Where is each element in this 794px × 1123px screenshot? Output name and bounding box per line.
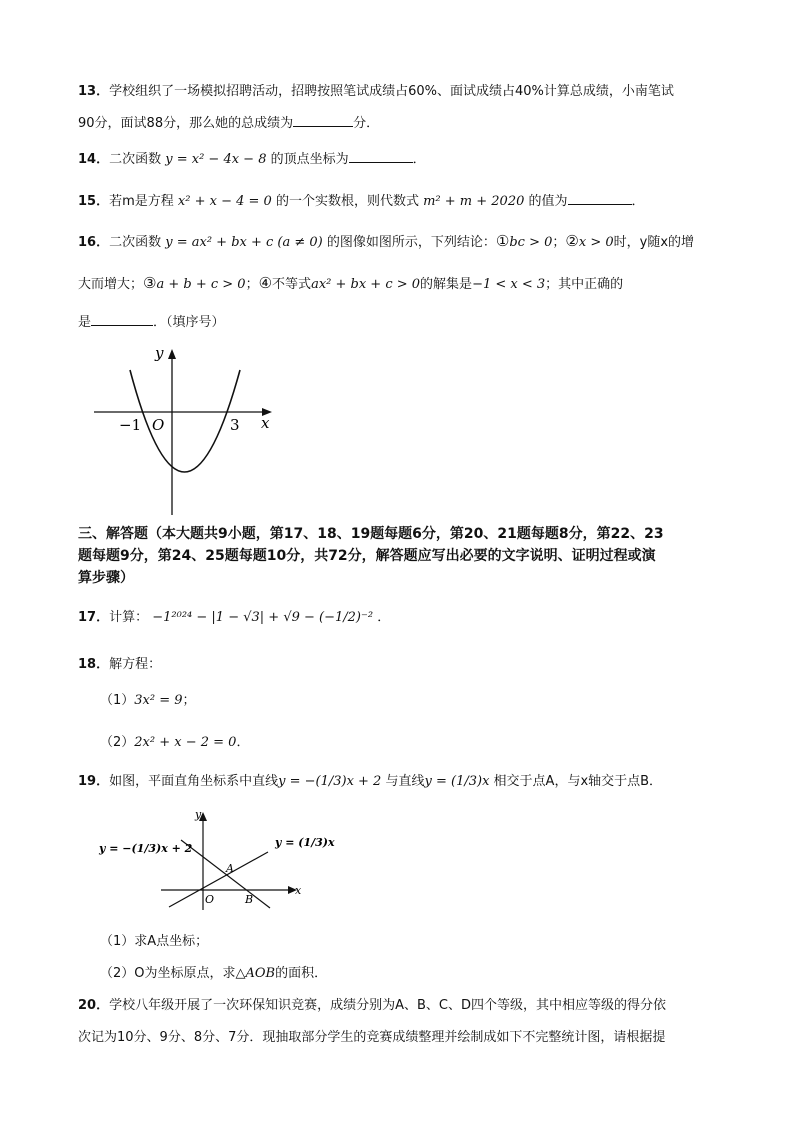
q19-mid: 与直线: [385, 774, 425, 789]
q19-line: [78, 772, 662, 792]
q18-part1-equation: 3x² = 9: [134, 693, 183, 708]
q19-line1-eq: y = −(1/3)x + 2: [278, 774, 382, 789]
q16-line3-pre: 是: [78, 315, 92, 330]
q16-c4-expr: ax² + bx + c > 0: [311, 277, 421, 292]
q18-part2: [100, 733, 249, 753]
q18-number: 18．: [78, 657, 110, 672]
q16-parabola-curve: [130, 370, 240, 472]
q19-part2-end: 的面积．: [275, 966, 328, 981]
q16-function: y = ax² + bx + c (a ≠ 0): [165, 235, 323, 250]
q17-number: 17．: [78, 610, 110, 625]
q16-origin-label: O: [152, 416, 165, 434]
q16-answer-blank[interactable]: [91, 311, 153, 326]
q16-parabola-figure: [90, 340, 280, 520]
q16-pre: 二次函数: [109, 235, 162, 250]
q19-fig-point-a: A: [226, 862, 234, 875]
q16-c4-text: 不等式: [272, 277, 312, 292]
q16-line1: [78, 231, 694, 253]
q18-part2-end: ．: [236, 735, 250, 750]
q15-mid2: 的值为: [528, 194, 568, 209]
q16-y-arrow-icon: [168, 349, 176, 359]
q16-number: 16．: [78, 235, 110, 250]
q19-part1: （1）求A点坐标；: [100, 934, 209, 949]
q20-line1: [78, 996, 666, 1016]
q18-part1: [100, 691, 196, 711]
q18-line: [78, 655, 161, 675]
q15-pre: 若m是方程: [109, 194, 174, 209]
q19-part2-pre: （2）O为坐标原点，求: [100, 966, 236, 981]
q16-line2-pre: 大而增大；: [78, 277, 144, 292]
section3-heading-line1: 三、解答题（本大题共9小题，第17、18、19题每题6分，第20、21题每题8分，第22、23: [78, 526, 664, 542]
q14-mid: 的顶点坐标为: [270, 152, 349, 167]
q16-root2-label: 3: [230, 416, 240, 434]
q18-part2-equation: 2x² + x − 2 = 0: [134, 735, 237, 750]
q15-line: [78, 190, 645, 212]
q14-end: ．: [412, 152, 426, 167]
q16-c2-mark: ②: [565, 232, 579, 250]
q19-fig-point-b: B: [245, 893, 254, 906]
q16-c4-range: −1 < x < 3: [472, 277, 546, 292]
q16-mid: 的图像如图所示，下列结论：: [326, 235, 496, 250]
q16-line2: [78, 273, 623, 295]
q16-line3: [78, 311, 225, 333]
q19-end: 相交于点A，与x轴交于点B．: [493, 774, 663, 789]
section3-heading-line2: 题每题9分，第24、25题每题10分，共72分，解答题应写出必要的文字说明、证明过程或演: [78, 548, 656, 564]
q20-text-1: 学校八年级开展了一次环保知识竞赛，成绩分别为A、B、C、D四个等级，其中相应等级的得分依: [109, 998, 666, 1013]
q19-line2-eq: y = (1/3)x: [424, 774, 490, 789]
q13-text-1: 学校组织了一场模拟招聘活动，招聘按照笔试成绩占60%、面试成绩占40%计算总成绩，小南笔试: [109, 84, 674, 99]
q17-expression: −1²⁰²⁴ − |1 − √3| + √9 − (−1/2)⁻²: [152, 610, 374, 625]
q16-sep2: ；: [245, 277, 259, 292]
q19-number: 19．: [78, 774, 110, 789]
q16-x-label: x: [261, 414, 270, 432]
q18-part1-end: ；: [182, 693, 196, 708]
q19-fig-label-left: y = −(1/3)x + 2: [99, 842, 193, 855]
q16-sep1: ；: [552, 235, 566, 250]
q16-root1-label: −1: [119, 416, 142, 434]
q16-c1-mark: ①: [495, 232, 510, 250]
q20-line2: 次记为10分、9分、8分、7分．现抽取部分学生的竞赛成绩整理并绘制成如下不完整统计图，请根据提: [78, 1030, 666, 1045]
q18-part2-label: （2）: [100, 735, 135, 750]
q19-fig-label-right: y = (1/3)x: [275, 836, 335, 849]
q14-formula: y = x² − 4x − 8: [165, 152, 267, 167]
q16-c3-expr: a + b + c > 0: [156, 277, 246, 292]
q16-c2-expr: x > 0: [578, 235, 614, 250]
q15-number: 15．: [78, 194, 110, 209]
q16-c1-expr: bc > 0: [509, 235, 553, 250]
q15-mid: 的一个实数根，则代数式: [275, 194, 419, 209]
q19-fig-origin: O: [205, 893, 215, 906]
q17-line: [78, 608, 390, 628]
q17-end: ．: [377, 610, 391, 625]
q14-answer-blank[interactable]: [349, 148, 413, 163]
q19-fig-x: x: [295, 884, 302, 897]
q15-expression: m² + m + 2020: [423, 194, 525, 209]
q13-text-end: 分．: [353, 116, 380, 131]
q16-line2-end: ；其中正确的: [545, 277, 624, 292]
q19-fig-y: y: [195, 808, 202, 821]
section3-heading-line3: 算步骤）: [78, 570, 134, 586]
q19-part2: [100, 964, 327, 984]
q16-c4-mid: 的解集是: [420, 277, 473, 292]
q18-part1-label: （1）: [100, 693, 135, 708]
q19-pre: 如图，平面直角坐标系中直线: [109, 774, 279, 789]
q15-end: ．: [631, 194, 645, 209]
q20-number: 20．: [78, 998, 110, 1013]
q13-number: 13．: [78, 84, 110, 99]
q16-c2-text: 时，y随x的增: [613, 235, 695, 250]
q13-line1: [78, 82, 674, 102]
q17-pre: 计算：: [109, 610, 149, 625]
q16-c3-mark: ③: [143, 274, 157, 292]
q16-c4-mark: ④: [258, 274, 273, 292]
q14-number: 14．: [78, 152, 110, 167]
q14-line: [78, 148, 426, 170]
q18-text: 解方程：: [109, 657, 162, 672]
q13-line2: [78, 112, 379, 134]
q16-line3-end: ．（填序号）: [153, 315, 225, 330]
q13-answer-blank[interactable]: [293, 112, 353, 127]
q19-figure: [95, 808, 335, 918]
q14-pre: 二次函数: [109, 152, 162, 167]
q15-equation: x² + x − 4 = 0: [177, 194, 272, 209]
q16-y-label: y: [155, 344, 164, 362]
q13-text-2: 90分，面试88分，那么她的总成绩为: [78, 116, 294, 131]
q19-part2-expr: △AOB: [235, 966, 276, 981]
q15-answer-blank[interactable]: [568, 190, 632, 205]
q19-line-increasing: [169, 852, 268, 907]
